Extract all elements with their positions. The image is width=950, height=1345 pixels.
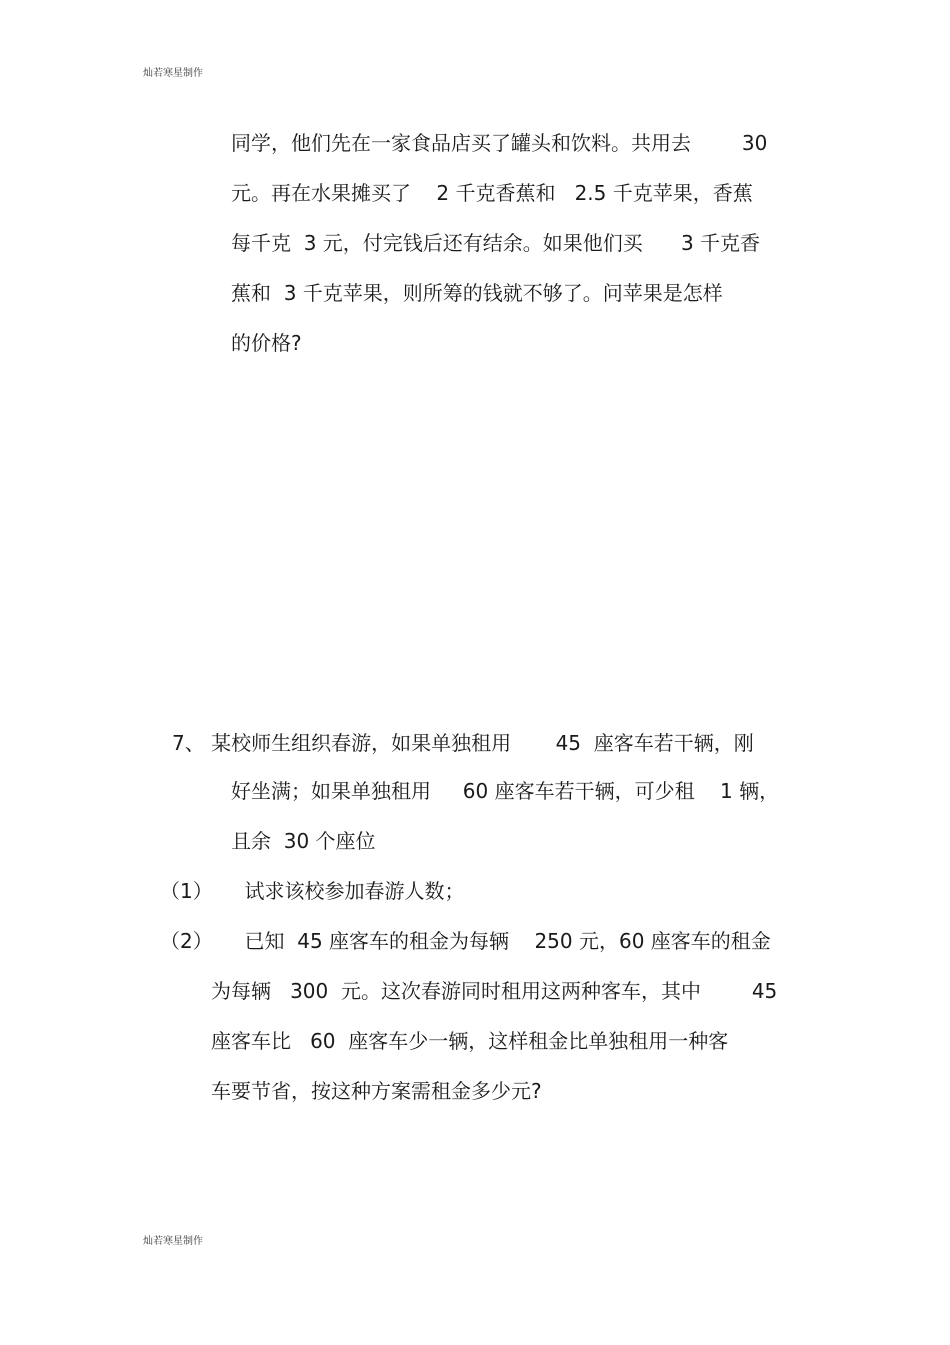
- problem6-line-4: 蕉和 3 千克苹果，则所筹的钱就不够了。问苹果是怎样: [231, 281, 723, 305]
- problem7-sub2-line-1: （2） 已知 45 座客车的租金为每辆 250 元，60 座客车的租金: [160, 929, 771, 953]
- problem7-line-2: 好坐满；如果单独租用 60 座客车若干辆，可少租 1 辆，: [231, 779, 780, 803]
- problem6-line-3: 每千克 3 元，付完钱后还有结余。如果他们买 3 千克香: [231, 231, 761, 255]
- problem7-sub2-line-3: 座客车比 60 座客车少一辆，这样租金比单独租用一种客: [211, 1029, 729, 1053]
- problem7-line-3: 且余 30 个座位: [231, 829, 376, 853]
- problem7-sub2-line-4: 车要节省，按这种方案需租金多少元?: [211, 1079, 542, 1103]
- page-footer: 灿若寒星制作: [143, 1236, 203, 1247]
- problem7-sub1: （1） 试求该校参加春游人数；: [160, 879, 465, 903]
- problem6-line-2: 元。再在水果摊买了 2 千克香蕉和 2.5 千克苹果，香蕉: [231, 181, 753, 205]
- problem7-sub2-line-2: 为每辆 300 元。这次春游同时租用这两种客车，其中 45: [211, 979, 778, 1003]
- problem7-line-1: 7、 某校师生组织春游，如果单独租用 45 座客车若干辆，刚: [172, 731, 754, 755]
- problem6-line-5: 的价格?: [231, 331, 302, 355]
- page-header: 灿若寒星制作: [143, 68, 203, 79]
- problem6-line-1: 同学，他们先在一家食品店买了罐头和饮料。共用去 30: [231, 131, 768, 155]
